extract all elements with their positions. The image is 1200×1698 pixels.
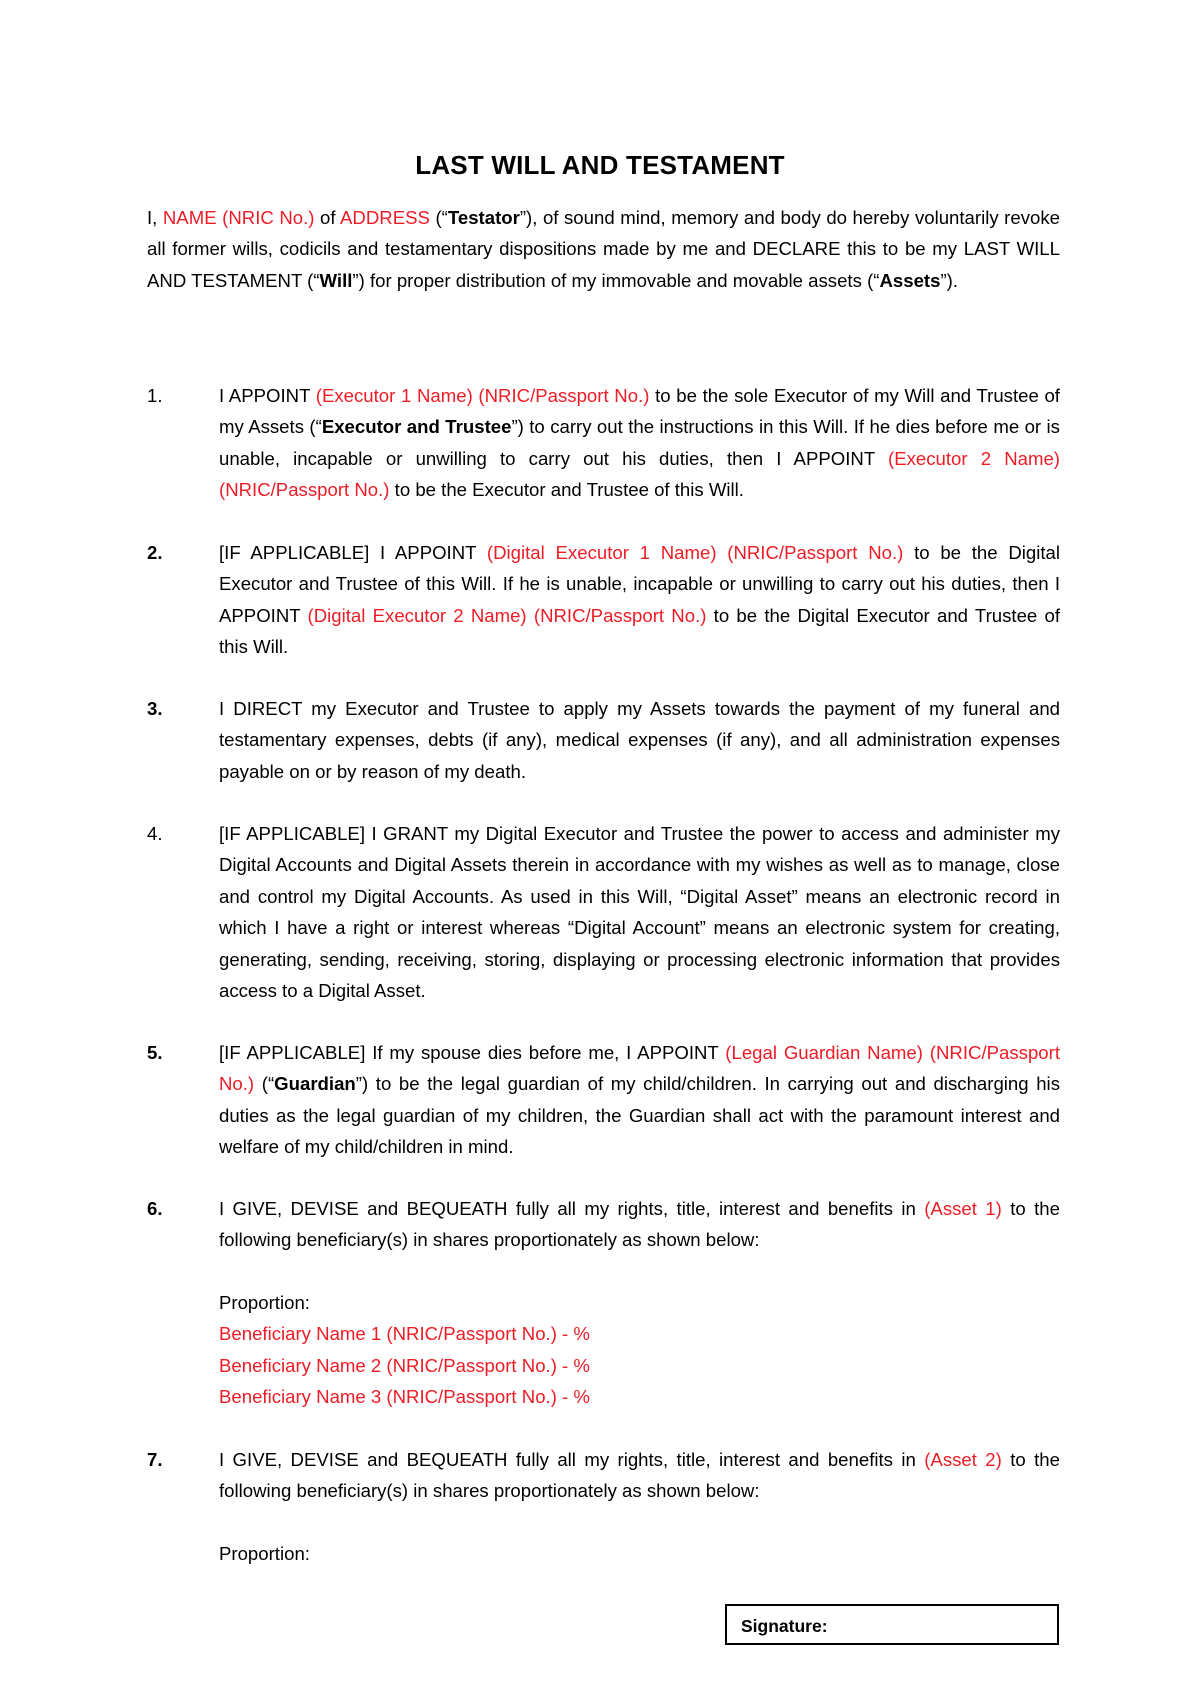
clause-3 <box>147 693 1060 787</box>
digital-executor-2-placeholder: (Digital Executor 2 Name) (NRIC/Passport No.) <box>307 604 707 626</box>
executor-2-placeholder: (Executor 2 Name) (NRIC/Passport No.) <box>219 447 1060 501</box>
defined-term-executor-trustee: Executor and Trustee <box>321 416 512 438</box>
clause-6: 6. I GIVE, DEVISE and BEQUEATH fully all my rights, title, interest and benefits in (Asset 1) to the following beneficiary(s) in shares proportionately as shown below: Proportion: Beneficiary Name 1 (NRIC/Passport No.) - % Beneficiary Name 2 (NRIC/Passport No.) - % Beneficiary Name 3 (NRIC/Passport No.) - % <box>147 1193 1060 1412</box>
clause-number: 5. <box>147 1042 163 1063</box>
executor-1-placeholder: (Executor 1 Name) (NRIC/Passport No.) <box>315 385 650 406</box>
proportion-list <box>219 1538 1060 1569</box>
defined-term-will: Will <box>319 269 353 291</box>
digital-executor-1-placeholder: (Digital Executor 1 Name) (NRIC/Passport No.) <box>486 542 904 563</box>
beneficiary-placeholder: Beneficiary Name 3 (NRIC/Passport No.) - % <box>219 1386 590 1408</box>
legal-guardian-placeholder: (Legal Guardian Name) (NRIC/Passport No.) <box>219 1042 1060 1095</box>
clause-number: 1. <box>147 385 163 406</box>
beneficiary-placeholder: Beneficiary Name 1 (NRIC/Passport No.) - % <box>219 1323 590 1345</box>
asset-2-placeholder: (Asset 2) <box>924 1449 1002 1470</box>
document-title: LAST WILL AND TESTAMENT <box>415 150 785 180</box>
clause-number: 6. <box>147 1198 163 1219</box>
testator-address-placeholder: ADDRESS <box>340 207 430 228</box>
clause-4 <box>147 818 1060 1006</box>
defined-term-assets: Assets <box>879 269 941 291</box>
proportion-label: Proportion: <box>219 1291 310 1313</box>
defined-term-guardian: Guardian <box>274 1073 356 1095</box>
testator-nric-placeholder: (NRIC No.) <box>222 207 315 228</box>
clause-text: I DIRECT my Executor and Trustee to apply my Assets towards the payment of my funeral and testamentary expenses, debts (if any), medical expenses (if any), and all administration expenses payable on or by reason of my death. <box>219 698 1060 782</box>
asset-1-placeholder: (Asset 1) <box>924 1198 1002 1219</box>
proportion-label: Proportion: <box>219 1542 310 1564</box>
clause-number: 7. <box>147 1449 163 1470</box>
signature-label: Signature: <box>741 1616 828 1636</box>
testator-name-placeholder: NAME <box>162 207 217 228</box>
clause-number: 4. <box>147 823 163 844</box>
beneficiary-placeholder: Beneficiary Name 2 (NRIC/Passport No.) - % <box>219 1354 590 1376</box>
clause-text: [IF APPLICABLE] I GRANT my Digital Executor and Trustee the power to access and administer my Digital Accounts and Digital Assets therein in accordance with my wishes as well as to manage, close and control my Digital Accounts. As used in this Will, “Digital Asset” means an electronic record in which I have a right or interest whereas “Digital Account” means an electronic system for creating, generating, sending, receiving, storing, displaying or processing electronic information that provides access to a Digital Asset. <box>219 823 1060 1002</box>
clause-2: 2. [IF APPLICABLE] I APPOINT (Digital Executor 1 Name) (NRIC/Passport No.) to be the Digital Executor and Trustee of this Will. If he is unable, incapable or unwilling to carry out his duties, then I APPOINT (Digital Executor 2 Name) (NRIC/Passport No.) to be the Digital Executor and Trustee of this Will. <box>147 537 1060 663</box>
defined-term-testator: Testator <box>447 207 520 228</box>
clause-1: 1. I APPOINT (Executor 1 Name) (NRIC/Passport No.) to be the sole Executor of my Will and Trustee of my Assets (“Executor and Trustee”) to carry out the instructions in this Will. If he dies before me or is unable, incapable or unwilling to carry out his duties, then I APPOINT (Executor 2 Name) (NRIC/Passport No.) to be the Executor and Trustee of this Will. <box>147 380 1060 506</box>
clause-7: 7. I GIVE, DEVISE and BEQUEATH fully all my rights, title, interest and benefits in (Asset 2) to the following beneficiary(s) in shares proportionately as shown below: Proportion: <box>147 1444 1060 1569</box>
proportion-list <box>219 1287 1060 1413</box>
clause-5: 5. [IF APPLICABLE] If my spouse dies before me, I APPOINT (Legal Guardian Name) (NRIC/Passport No.) (“Guardian”) to be the legal guardian of my child/children. In carrying out and discharging his duties as the legal guardian of my children, the Guardian shall act with the paramount interest and welfare of my child/children in mind. <box>147 1037 1060 1163</box>
clause-number: 3. <box>147 698 163 719</box>
clause-number: 2. <box>147 542 163 563</box>
signature-box[interactable] <box>725 1604 1059 1645</box>
intro-paragraph: I, NAME (NRIC No.) of ADDRESS (“Testator”), of sound mind, memory and body do hereby voluntarily revoke all former wills, codicils and testamentary dispositions made by me and DECLARE this to be my LAST WILL AND TESTAMENT (“Will”) for proper distribution of my immovable and movable assets (“Assets”). <box>147 207 1060 291</box>
